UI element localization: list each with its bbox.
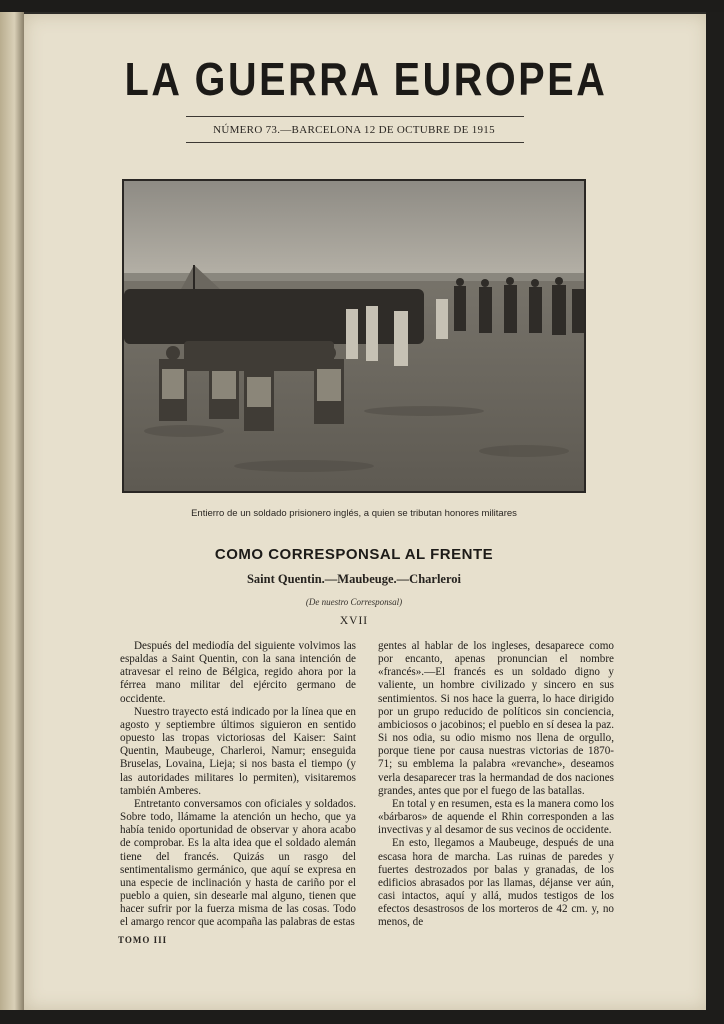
masthead-rule-bottom: [186, 142, 524, 143]
paragraph: En esto, llegamos a Maubeuge, después de una escasa hora de marcha. Las ruinas de paredes y fuertes destrozados por balas y granadas, de los edificios abrasados por las llamas, déjanse ver aún, casi intactos, aquí y allá, mudos testigos de los efectos desastrosos de los morteros de 42 cm. y, no menos, de: [378, 837, 614, 929]
article-title: COMO CORRESPONSAL AL FRENTE: [214, 546, 494, 563]
paragraph: Nuestro trayecto está indicado por la línea que en agosto y septiembre últimos siguieron en sentido opuesto las tropas victoriosas del Kaiser: Saint Quentin, Maubeuge, Charleroi, Namur; enseguida Bruselas, Lovaina, Lieja; si nos basta el tiempo (y las autoridades militares lo permiten), visitaremos también Amberes.: [120, 705, 356, 797]
scan-right-border: [706, 12, 724, 1012]
text-column-left: [120, 640, 356, 929]
masthead-title: LA GUERRA EUROPEA: [124, 53, 608, 105]
paragraph: Después del mediodía del siguiente volvimos las espaldas a Saint Quentin, con la sana intención de atravesar el reino de Bélgica, regido ahora por la férrea mano militar del ejército germano de occidente.: [120, 640, 356, 705]
article-byline: (De nuestro Corresponsal): [305, 597, 403, 607]
text-column-right: [378, 640, 614, 929]
article-subtitle: Saint Quentin.—Maubeuge.—Charleroi: [246, 572, 462, 586]
scan-top-border: [0, 0, 724, 12]
chapter-number: XVII: [339, 615, 369, 627]
paragraph: Entretanto conversamos con oficiales y soldados. Sobre todo, llámame la atención un hecho, que ya había tenido oportunidad de observar y ahora acabo de comprobar. Es la alta idea que el soldado alemán tiene del francés. Quizás un rasgo del sentimentalismo germánico, que aquí se expresa en una especie de inclinación y hasta de cariño por el pueblo a quien, sin desearle mal alguno, tienen que hacer sufrir por la fuerza misma de las cosas. Todo el amargo rencor que acompaña las palabras de estas: [120, 797, 356, 929]
facing-page-edge: [0, 12, 24, 1012]
masthead-rule-top: [186, 116, 524, 117]
paragraph: gentes al hablar de los ingleses, desaparece como por encanto, apenas pronuncian el nombre «francés».—El francés es un soldado digno y valiente, un hombre civilizado y sincero en sus sentimientos. Si nos hace la guerra, lo hace dirigido por un grupo reducido de políticos sin conciencia, ambiciosos o jacobinos; el pueblo en sí desea la paz. Si nos odia, su odio mismo nos llena de orgullo, porque tiene por causa nuestras victorias de 1870-71; su emblema la palabra «revanche», deseamos verla desaparecer tras la hermandad de dos naciones grandes, antes que por el fuego de las batallas.: [378, 640, 614, 797]
photo-illustration: [124, 181, 584, 491]
photo-caption: Entierro de un soldado prisionero inglés, a quien se tributan honores militares: [191, 508, 517, 519]
volume-label: TOMO III: [118, 935, 168, 945]
scan-bottom-border: [0, 1010, 724, 1024]
halftone-photograph: [122, 179, 586, 493]
paragraph: En total y en resumen, esta es la manera como los «bárbaros» de aquende el Rhin corresponden a las invectivas y al desamor de sus vecinos de occidente.: [378, 797, 614, 837]
issue-line: NÚMERO 73.—BARCELONA 12 DE OCTUBRE DE 1915: [213, 124, 495, 136]
